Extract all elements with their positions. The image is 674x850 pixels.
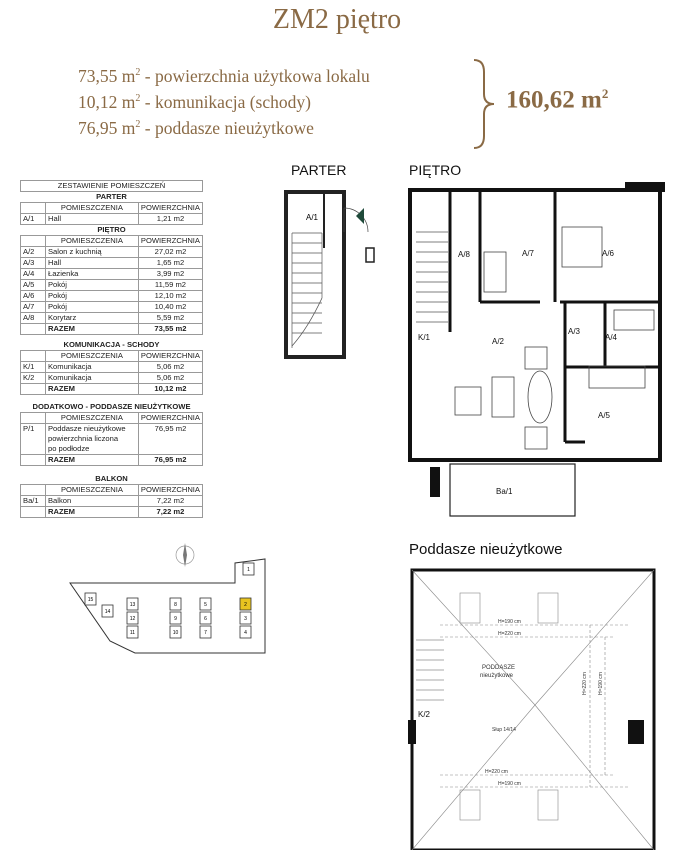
total-area: 160,62 $m^2$	[506, 86, 609, 114]
table-row: A/6 Pokój 12,10 m2	[21, 291, 203, 302]
svg-text:H=190 cm: H=190 cm	[498, 619, 521, 625]
site-unit-label: 11	[129, 630, 136, 636]
section-balkon: BALKON	[95, 474, 128, 483]
site-unit-label: 5	[204, 602, 207, 608]
table-row: A/5 Pokój 11,59 m2	[21, 280, 203, 291]
svg-text:H=220 cm: H=220 cm	[498, 631, 521, 637]
rooms-table-komunikacja: KOMUNIKACJA - SCHODY POMIESZCZENIA POWIERZCHNIA K/1 Komunikacja 5,06 m2 K/2 Komunikacja 5,06 m2 RAZEM 10,12 m2	[20, 340, 203, 395]
area-communication: 10,12 $m^2$ - komunikacja (schody)	[78, 92, 311, 112]
table-row: K/2 Komunikacja 5,06 m2	[21, 373, 203, 384]
area-attic: 76,95 $m^2$ - poddasze nieużytkowe	[78, 118, 314, 138]
site-unit-label: 9	[174, 616, 177, 622]
table-total-row: RAZEM 73,55 m2	[21, 324, 203, 335]
site-unit-label: 14	[104, 609, 111, 615]
table-title: ZESTAWIENIE POMIESZCZEŃ	[21, 181, 203, 192]
room-label: A/2	[492, 337, 505, 346]
parter-label: PARTER	[291, 162, 347, 178]
column-note: Słup 14/14	[492, 727, 516, 733]
site-unit-label: 7	[204, 630, 207, 636]
svg-text:H=190 cm: H=190 cm	[498, 781, 521, 787]
rooms-table-dodatkowo: DODATKOWO - PODDASZE NIEUŻYTKOWE POMIESZCZENIA POWIERZCHNIA P/1 Poddasze nieużytkowe powierzchnia liczona po podłodze 76,95 m2 RAZEM 76,95 m2	[20, 402, 203, 466]
table-row: Ba/1 Balkon 7,22 m2	[21, 496, 203, 507]
table-row: K/1 Komunikacja 5,06 m2	[21, 362, 203, 373]
room-label: A/1	[306, 213, 319, 222]
page-title: ZM2 piętro	[272, 4, 402, 35]
table-total-row: RAZEM 10,12 m2	[21, 384, 203, 395]
site-unit-label: 6	[204, 616, 207, 622]
attic-text: nieużytkowe	[480, 673, 514, 679]
section-dodatkowo: DODATKOWO - PODDASZE NIEUŻYTKOWE	[32, 402, 191, 411]
svg-text:H=220 cm: H=220 cm	[582, 672, 588, 695]
compass-icon	[176, 543, 194, 567]
room-label: K/1	[418, 333, 431, 342]
table-row: A/3 Hall 1,65 m2	[21, 258, 203, 269]
site-unit-label: 4	[244, 630, 247, 636]
room-label: A/6	[602, 249, 615, 258]
room-label: A/4	[605, 333, 618, 342]
area-usable: 73,55 $m^2$ - powierzchnia użytkowa lokalu	[78, 66, 370, 86]
rooms-table-balkon: BALKON POMIESZCZENIA POWIERZCHNIA Ba/1 Balkon 7,22 m2 RAZEM 7,22 m2	[20, 474, 203, 518]
table-total-row: RAZEM 76,95 m2	[21, 455, 203, 466]
pietro-label: PIĘTRO	[409, 162, 462, 178]
table-row: A/1 Hall 1,21 m2	[21, 214, 203, 225]
site-unit-label: 8	[174, 602, 177, 608]
attic-text: PODDASZE	[482, 665, 516, 671]
poddasze-label: Poddasze nieużytkowe	[409, 541, 563, 558]
pietro-floor-plan	[400, 182, 670, 522]
table-row: A/7 Pokój 10,40 m2	[21, 302, 203, 313]
site-map	[40, 535, 280, 660]
north-arrow-icon	[356, 208, 364, 224]
rooms-table-parter-pietro: ZESTAWIENIE POMIESZCZEŃ PARTER POMIESZCZENIA POWIERZCHNIA A/1 Hall 1,21 m2 PIĘTRO POMIESZCZENIA POWIERZCHNIA A/2 Salon z kuchnią 27,02 m2 A/3 Hall 1,65 m2 A/4 Łazienka 3,99 m2 A/5 Pokój 11,59 m2 A/6 Pokój 12,10 m2 A/7 Pokój 10,40 m2 A/8 Korytarz 5,59 m2 RAZEM 73,55 m2	[20, 180, 203, 335]
table-total-row: RAZEM 7,22 m2	[21, 507, 203, 518]
site-unit-label: 10	[172, 630, 179, 636]
col-name: POMIESZCZENIA	[45, 203, 138, 214]
room-label: Ba/1	[496, 487, 513, 496]
site-unit-label: 1	[247, 567, 250, 573]
table-row: A/8 Korytarz 5,59 m2	[21, 313, 203, 324]
svg-text:H=190 cm: H=190 cm	[598, 672, 604, 695]
section-pietro: PIĘTRO	[97, 225, 126, 234]
room-label: K/2	[418, 710, 431, 719]
col-area: POWIERZCHNIA	[138, 203, 202, 214]
room-label: A/7	[522, 249, 535, 258]
site-unit-label: 2	[244, 602, 247, 608]
site-unit-label: 15	[87, 597, 94, 603]
room-label: A/8	[458, 250, 471, 259]
svg-text:H=220 cm: H=220 cm	[485, 769, 508, 775]
brace-icon	[470, 58, 500, 150]
poddasze-floor-plan	[400, 565, 670, 850]
table-row: A/2 Salon z kuchnią 27,02 m2	[21, 247, 203, 258]
section-komunikacja: KOMUNIKACJA - SCHODY	[63, 340, 160, 349]
site-unit-label: 3	[244, 616, 247, 622]
room-label: A/3	[568, 327, 581, 336]
site-unit-label: 12	[129, 616, 136, 622]
parter-floor-plan	[278, 188, 378, 363]
room-label: A/5	[598, 411, 611, 420]
table-row: P/1 Poddasze nieużytkowe powierzchnia liczona po podłodze 76,95 m2	[21, 424, 203, 455]
section-parter: PARTER	[96, 192, 127, 201]
site-unit-label: 13	[129, 602, 136, 608]
table-row: A/4 Łazienka 3,99 m2	[21, 269, 203, 280]
